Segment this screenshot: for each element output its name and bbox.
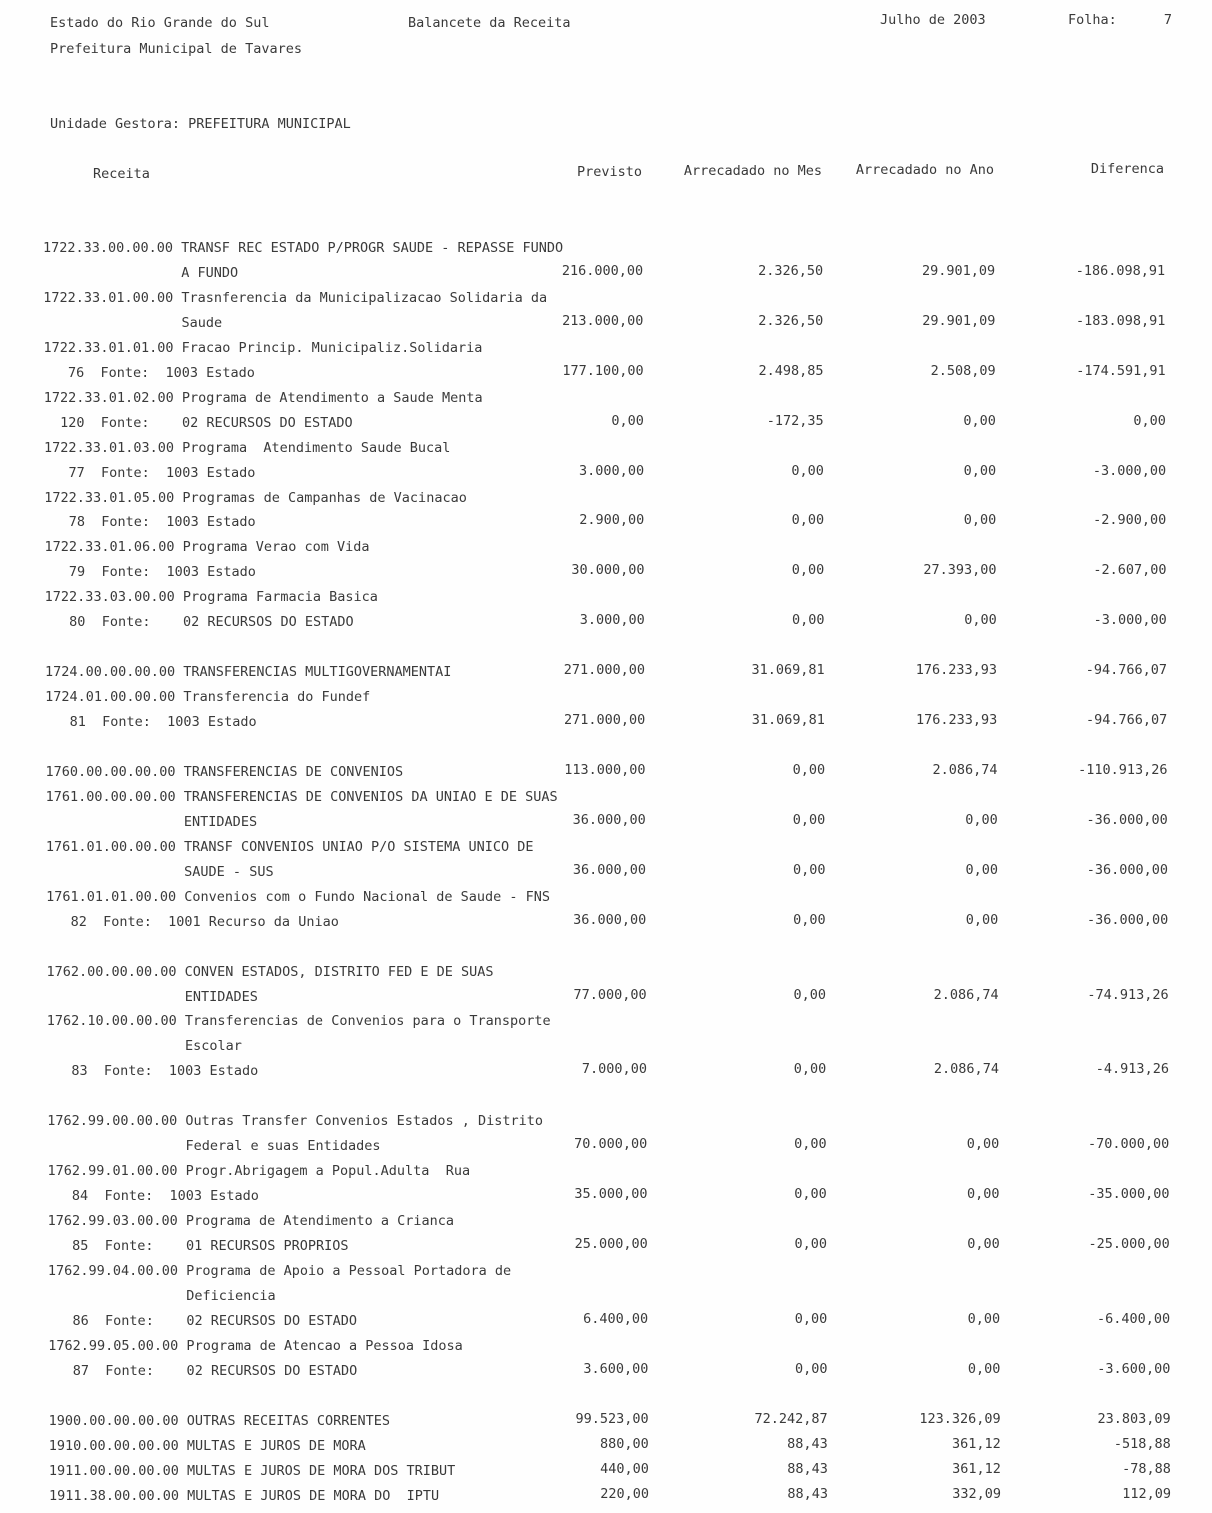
ledger-line-text: 1762.99.00.00.00 Outras Transfer Convenios Estados , Distrito [47, 1113, 543, 1130]
column-header-previsto: Previsto [576, 164, 642, 180]
ledger-line-text: 77 Fonte: 1003 Estado [44, 464, 256, 481]
previsto-value: 70.000,00 [574, 1136, 648, 1153]
ledger-line-text: 76 Fonte: 1003 Estado [43, 364, 255, 381]
diferenca-value: -74.913,26 [1087, 986, 1169, 1003]
arrecadado-ano-value: 332,09 [952, 1485, 1001, 1502]
previsto-value: 35.000,00 [574, 1186, 648, 1203]
sheet-label: Folha: [1068, 12, 1117, 28]
previsto-value: 880,00 [599, 1435, 649, 1452]
column-header-receita: Receita [93, 166, 150, 182]
arrecadado-ano-value: 0,00 [964, 612, 997, 629]
diferenca-value: -518,88 [1113, 1435, 1171, 1452]
ledger-line-text: 1900.00.00.00.00 OUTRAS RECEITAS CORRENTES [48, 1412, 390, 1429]
diferenca-value: 23.803,09 [1097, 1410, 1171, 1427]
arrecadado-mes-value: 31.069,81 [751, 712, 825, 729]
ledger-line-text: 1722.33.01.00.00 Trasnferencia da Municipalizacao Solidaria da [43, 289, 548, 306]
arrecadado-mes-value: 0,00 [794, 1236, 827, 1252]
arrecadado-ano-value: 0,00 [963, 512, 997, 529]
diferenca-value: -36.000,00 [1086, 811, 1168, 828]
arrecadado-mes-value: 0,00 [793, 911, 826, 928]
arrecadado-ano-value: 361,12 [952, 1460, 1001, 1477]
ledger-line-text: 120 Fonte: 02 RECURSOS DO ESTADO [43, 414, 353, 431]
ledger-line-text: A FUNDO [43, 264, 239, 281]
diferenca-value: -78,88 [1122, 1460, 1171, 1477]
ledger-line-text: Saude [43, 314, 223, 331]
previsto-value: 3.600,00 [583, 1360, 649, 1377]
arrecadado-mes-value: 88,43 [787, 1435, 828, 1452]
arrecadado-ano-value: 0,00 [967, 1186, 1000, 1203]
ledger-line-text: Escolar [46, 1038, 242, 1055]
ledger-line-text: 1761.01.00.00.00 TRANSF CONVENIOS UNIAO P/O SISTEMA UNICO DE [45, 838, 534, 855]
previsto-value: 113.000,00 [564, 761, 646, 778]
ledger-line-text: 1762.99.05.00.00 Programa de Atencao a Pessoa Idosa [48, 1337, 463, 1354]
arrecadado-mes-value: 31.069,81 [751, 662, 825, 679]
arrecadado-ano-value: 2.508,09 [930, 362, 996, 379]
ledger-line-text: 1760.00.00.00.00 TRANSFERENCIAS DE CONVENIOS [45, 763, 404, 780]
arrecadado-ano-value: 0,00 [965, 911, 999, 928]
ledger-line-text: 1910.00.00.00.00 MULTAS E JUROS DE MORA [48, 1437, 366, 1454]
diferenca-value: -36.000,00 [1086, 861, 1168, 878]
arrecadado-ano-value: 0,00 [965, 811, 998, 828]
previsto-value: 440,00 [600, 1460, 649, 1477]
ledger-line-text: 82 Fonte: 1001 Recurso da Uniao [46, 913, 339, 930]
arrecadado-ano-value: 29.901,09 [921, 262, 996, 279]
previsto-value: 30.000,00 [571, 562, 645, 579]
report-period: Julho de 2003 [880, 12, 986, 28]
ledger-line-text: Deficiencia [48, 1287, 276, 1304]
ledger-line-text: SAUDE - SUS [46, 863, 274, 880]
ledger-line-text: 85 Fonte: 01 RECURSOS PROPRIOS [47, 1238, 349, 1254]
ledger-line-text: 1761.00.00.00.00 TRANSFERENCIAS DE CONVENIOS DA UNIAO E DE SUAS [45, 788, 558, 805]
previsto-value: 25.000,00 [574, 1236, 648, 1252]
previsto-value: 6.400,00 [583, 1310, 649, 1327]
previsto-value: 220,00 [600, 1485, 649, 1502]
column-header-arrecadado-ano: Arrecadado no Ano [855, 162, 994, 178]
arrecadado-mes-value: 0,00 [794, 1186, 827, 1203]
diferenca-value: -36.000,00 [1086, 911, 1169, 928]
arrecadado-mes-value: 0,00 [793, 986, 826, 1003]
arrecadado-ano-value: 176.233,93 [915, 712, 998, 729]
ledger-line-text: Federal e suas Entidades [47, 1138, 381, 1155]
diferenca-value: -94.766,07 [1085, 662, 1168, 679]
diferenca-value: -2.607,00 [1093, 562, 1167, 579]
ledger-line-text: 84 Fonte: 1003 Estado [47, 1188, 259, 1205]
previsto-value: 216.000,00 [561, 262, 644, 279]
arrecadado-ano-value: 2.086,74 [933, 1061, 999, 1078]
arrecadado-mes-value: 0,00 [791, 512, 825, 529]
ledger-line-text: 1761.01.01.00.00 Convenios com o Fundo Nacional de Saude - FNS [46, 888, 551, 905]
arrecadado-ano-value: 0,00 [967, 1360, 1001, 1377]
ledger-line-text: 1762.00.00.00.00 CONVEN ESTADOS, DISTRITO FED E DE SUAS [46, 963, 494, 980]
ledger-line-text: 1722.33.01.06.00 Programa Verao com Vida [44, 539, 370, 556]
diferenca-value: -6.400,00 [1097, 1310, 1171, 1327]
ledger-line-text: ENTIDADES [46, 988, 258, 1005]
column-header-diferenca: Diferenca [1090, 161, 1164, 177]
arrecadado-ano-value: 0,00 [963, 462, 997, 479]
previsto-value: 77.000,00 [573, 986, 647, 1003]
sheet-number: 7 [1163, 12, 1172, 28]
ledger-line-text: 83 Fonte: 1003 Estado [46, 1063, 259, 1080]
ledger-line-text: 1911.38.00.00.00 MULTAS E JUROS DE MORA DO IPTU [49, 1487, 440, 1504]
ledger-line-text: 1724.00.00.00.00 TRANSFERENCIAS MULTIGOVERNAMENTAI [45, 664, 452, 681]
diferenca-value: -3.000,00 [1092, 462, 1167, 479]
ledger-line-text: 1722.33.01.01.00 Fracao Princip. Municipaliz.Solidaria [43, 339, 483, 356]
previsto-value: 7.000,00 [581, 1061, 647, 1078]
arrecadado-ano-value: 361,12 [951, 1435, 1001, 1452]
previsto-value: 271.000,00 [563, 662, 646, 679]
arrecadado-mes-value: 0,00 [791, 612, 825, 629]
arrecadado-mes-value: 0,00 [792, 861, 826, 878]
ledger-line-text: 86 Fonte: 02 RECURSOS DO ESTADO [48, 1312, 358, 1329]
diferenca-value: -183.098,91 [1075, 312, 1166, 329]
ledger-line-text: 80 Fonte: 02 RECURSOS DO ESTADO [44, 614, 354, 631]
previsto-value: 0,00 [611, 412, 644, 429]
arrecadado-ano-value: 0,00 [963, 412, 996, 429]
arrecadado-mes-value: 0,00 [794, 1136, 827, 1153]
arrecadado-ano-value: 0,00 [966, 1136, 1000, 1153]
previsto-value: 2.900,00 [579, 512, 645, 529]
arrecadado-mes-value: 72.242,87 [754, 1410, 828, 1427]
previsto-value: 36.000,00 [572, 811, 646, 828]
arrecadado-mes-value: 0,00 [793, 1061, 827, 1078]
diferenca-value: 112,09 [1122, 1485, 1171, 1502]
arrecadado-mes-value: 2.498,85 [758, 362, 824, 379]
previsto-value: 3.000,00 [579, 612, 645, 629]
ledger-line-text: 1722.33.00.00.00 TRANSF REC ESTADO P/PROGR SAUDE - REPASSE FUNDO [43, 240, 564, 256]
previsto-value: 36.000,00 [573, 911, 647, 928]
ledger-line-text: 1722.33.03.00.00 Programa Farmacia Basica [44, 589, 378, 606]
state-name: Estado do Rio Grande do Sul [50, 15, 270, 31]
ledger-line-text: 1722.33.01.05.00 Programas de Campanhas de Vacinacao [44, 489, 467, 506]
previsto-value: 177.100,00 [562, 362, 644, 379]
arrecadado-ano-value: 0,00 [967, 1236, 1000, 1252]
ledger-line-text: ENTIDADES [45, 813, 258, 830]
diferenca-value: -70.000,00 [1088, 1136, 1170, 1153]
arrecadado-mes-value: 0,00 [794, 1360, 828, 1377]
report-title: Balancete da Receita [408, 15, 571, 31]
ledger-line-text: 87 Fonte: 02 RECURSOS DO ESTADO [48, 1362, 358, 1379]
arrecadado-mes-value: 0,00 [792, 761, 826, 778]
ledger-line-text: 1722.33.01.03.00 Programa Atendimento Saude Bucal [43, 439, 451, 456]
diferenca-value: -3.600,00 [1097, 1360, 1171, 1377]
diferenca-value: -35.000,00 [1088, 1186, 1170, 1203]
ledger-line-text: 1762.10.00.00.00 Transferencias de Convenios para o Transporte [46, 1013, 551, 1030]
arrecadado-ano-value: 27.393,00 [923, 562, 997, 579]
diferenca-value: -3.000,00 [1093, 612, 1167, 629]
ledger-line-text: 1722.33.01.02.00 Programa de Atendimento a Saude Menta [43, 389, 483, 406]
ledger-line-text: 81 Fonte: 1003 Estado [45, 714, 257, 731]
previsto-value: 3.000,00 [579, 462, 645, 479]
ledger-line-text: 1762.99.04.00.00 Programa de Apoio a Pessoal Portadora de [47, 1262, 512, 1279]
arrecadado-mes-value: 88,43 [787, 1485, 828, 1502]
diferenca-value: 0,00 [1133, 412, 1166, 429]
diferenca-value: -94.766,07 [1085, 712, 1168, 729]
arrecadado-mes-value: 0,00 [791, 562, 825, 579]
previsto-value: 99.523,00 [575, 1410, 649, 1427]
diferenca-value: -2.900,00 [1093, 512, 1167, 529]
arrecadado-ano-value: 0,00 [967, 1310, 1001, 1327]
arrecadado-ano-value: 29.901,09 [922, 312, 996, 329]
arrecadado-mes-value: 2.326,50 [758, 312, 824, 329]
ledger-line-text: 78 Fonte: 1003 Estado [44, 514, 256, 531]
arrecadado-ano-value: 2.086,74 [933, 986, 999, 1003]
municipality-name: Prefeitura Municipal de Tavares [50, 41, 302, 57]
arrecadado-ano-value: 2.086,74 [932, 761, 998, 778]
arrecadado-mes-value: 2.326,50 [758, 262, 824, 279]
arrecadado-mes-value: 88,43 [787, 1460, 828, 1477]
column-header-arrecadado-mes: Arrecadado no Mes [683, 163, 822, 179]
managing-unit: Unidade Gestora: PREFEITURA MUNICIPAL [50, 116, 351, 132]
ledger-line-text: 1762.99.01.00.00 Progr.Abrigagem a Popul.Adulta Rua [47, 1163, 471, 1180]
arrecadado-ano-value: 123.326,09 [919, 1410, 1001, 1427]
diferenca-value: -174.591,91 [1076, 362, 1166, 379]
ledger-line-text: 1724.01.00.00.00 Transferencia do Fundef [45, 689, 371, 706]
diferenca-value: -4.913,26 [1095, 1061, 1169, 1078]
arrecadado-ano-value: 176.233,93 [915, 662, 998, 679]
arrecadado-mes-value: 0,00 [794, 1310, 828, 1327]
previsto-value: 213.000,00 [562, 312, 644, 329]
diferenca-value: -110.913,26 [1078, 761, 1168, 778]
diferenca-value: -186.098,91 [1075, 262, 1166, 279]
arrecadado-mes-value: -172,35 [766, 412, 824, 429]
ledger-line-text: 1911.00.00.00.00 MULTAS E JUROS DE MORA DOS TRIBUT [48, 1462, 456, 1479]
arrecadado-ano-value: 0,00 [965, 861, 998, 878]
arrecadado-mes-value: 0,00 [792, 811, 826, 828]
diferenca-value: -25.000,00 [1088, 1236, 1170, 1252]
ledger-line-text: 79 Fonte: 1003 Estado [44, 564, 256, 581]
arrecadado-mes-value: 0,00 [791, 462, 824, 479]
previsto-value: 271.000,00 [563, 712, 646, 729]
previsto-value: 36.000,00 [572, 861, 646, 878]
ledger-line-text: 1762.99.03.00.00 Programa de Atendimento a Crianca [47, 1213, 455, 1230]
